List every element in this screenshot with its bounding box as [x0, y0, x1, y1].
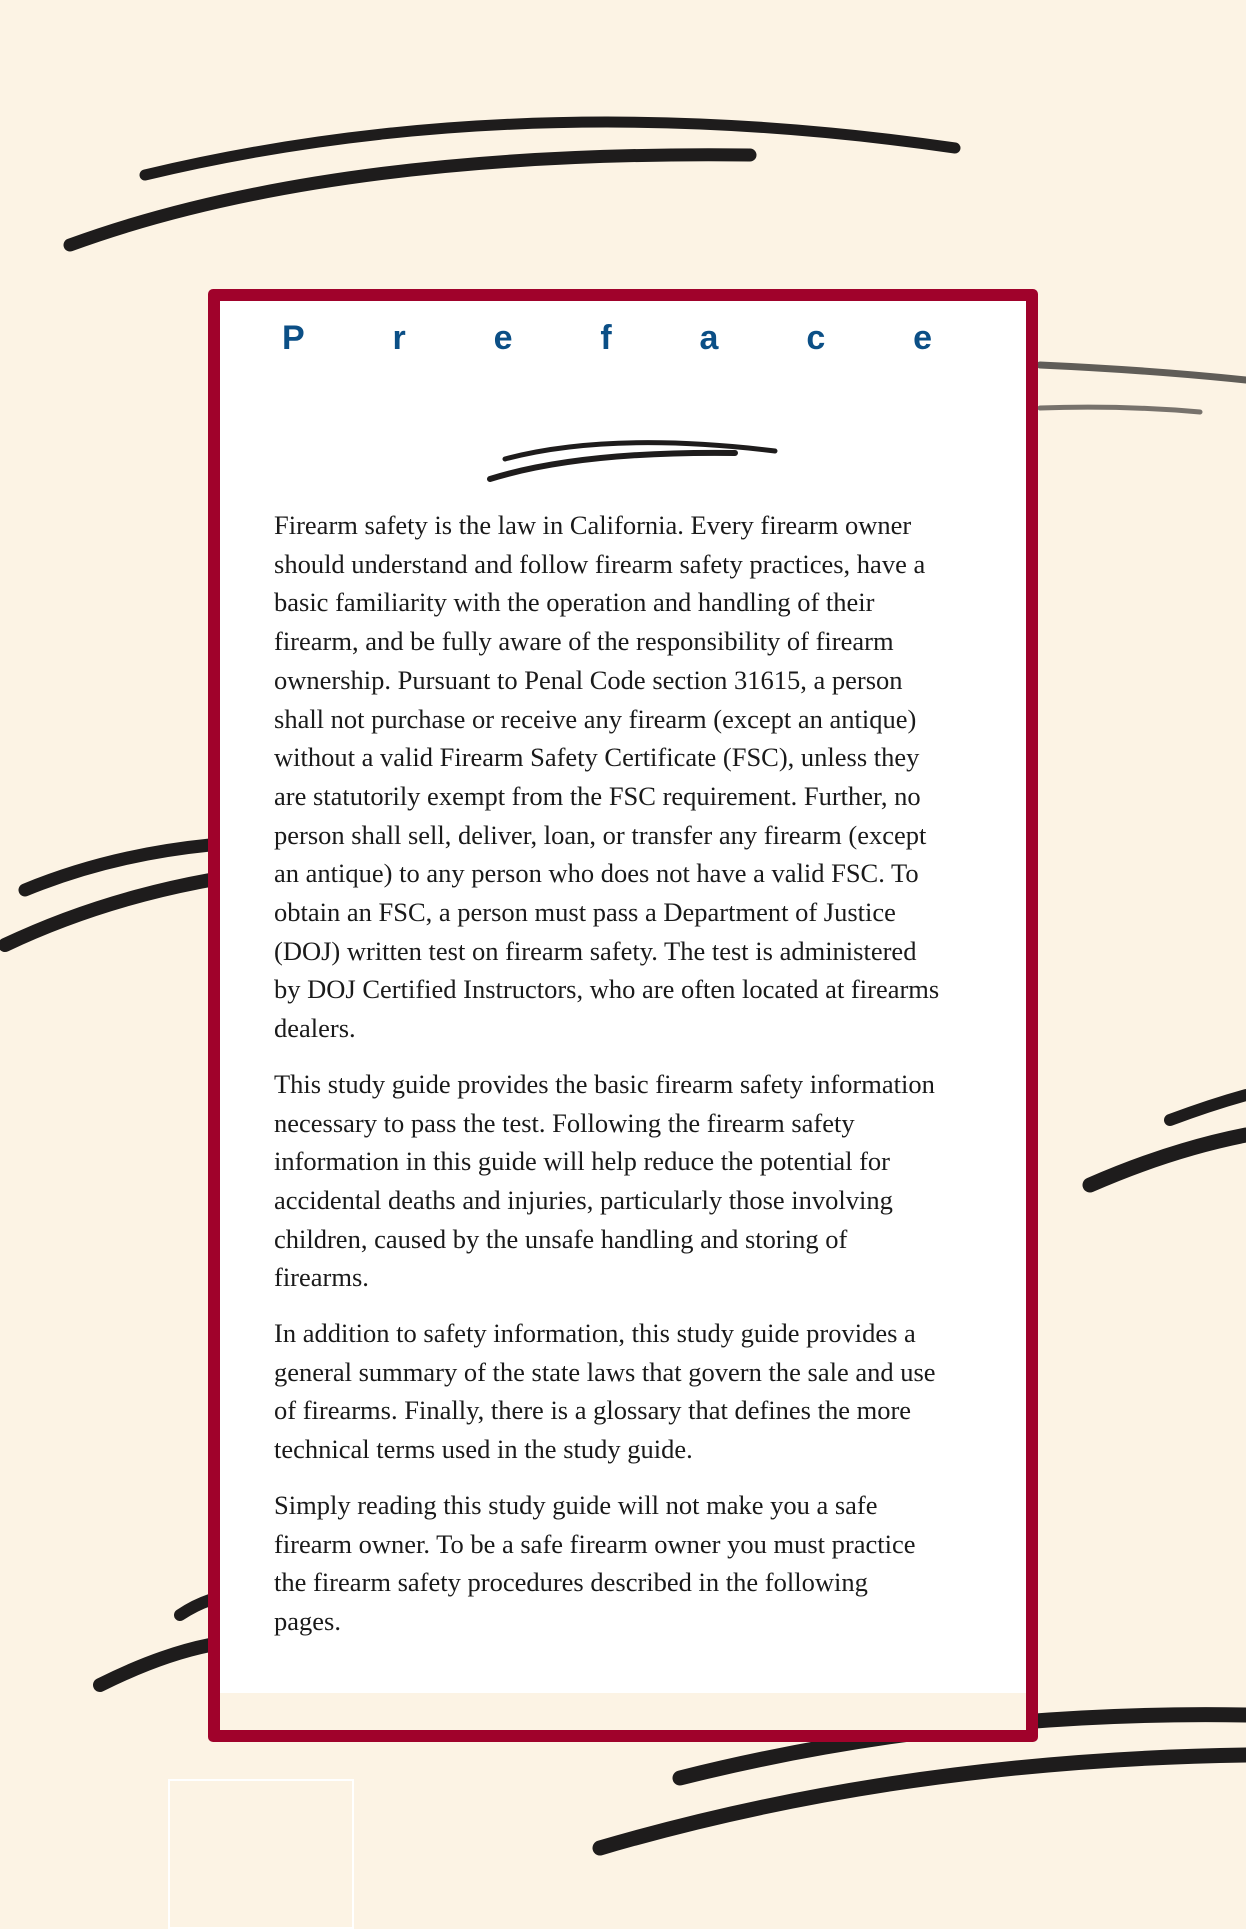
paragraph-line: are statutorily exempt from the FSC requirement. Further, no: [274, 780, 921, 811]
paragraph-line: Firearm safety is the law in California. Every firearm owner: [274, 510, 912, 540]
paragraph-line: obtain an FSC, a person must pass a Department of Justice: [274, 897, 896, 928]
paragraph: [274, 1065, 1014, 1297]
title-letter: r: [392, 319, 406, 357]
paragraph-line: shall not purchase or receive any firearm (except an antique): [274, 703, 917, 734]
brush-stroke-right-1: [1040, 365, 1246, 380]
title-brush-stroke: [470, 431, 810, 511]
brush-stroke-right-mid-1: [1170, 1095, 1246, 1120]
paragraph-line: dealers.: [274, 1013, 356, 1044]
paragraph-line: firearm owner. To be a safe firearm owner you must practice: [274, 1528, 916, 1559]
brush-stroke-right-2: [1040, 407, 1200, 412]
paragraph-line: necessary to pass the test. Following the firearm safety: [274, 1107, 855, 1138]
paragraph: [274, 1314, 1014, 1469]
paragraph-line: firearms.: [274, 1262, 369, 1293]
paragraph-line: basic familiarity with the operation and handling of their: [274, 587, 875, 618]
title-letter: e: [493, 319, 513, 357]
paragraph-line: accidental deaths and injuries, particularly those involving: [274, 1184, 893, 1215]
paragraph-line: should understand and follow firearm safety practices, have a: [274, 548, 926, 579]
paragraph-line: person shall sell, deliver, loan, or transfer any firearm (except: [274, 819, 927, 850]
brush-stroke-left-low-1: [180, 1600, 210, 1615]
brush-stroke-right-mid-2: [1090, 1135, 1246, 1185]
preface-frame: [208, 289, 1038, 1742]
paragraph-line: general summary of the state laws that govern the sale and use: [274, 1356, 936, 1387]
paragraph-line: ownership. Pursuant to Penal Code section 31615, a person: [274, 664, 903, 695]
paragraph-line: of firearms. Finally, there is a glossary that defines the more: [274, 1395, 912, 1426]
preface-content-panel: [220, 301, 1026, 1693]
paragraph-line: by DOJ Certified Instructors, who are often located at firearms: [274, 974, 940, 1005]
paragraph-line: technical terms used in the study guide.: [274, 1434, 693, 1465]
paragraph-line: the firearm safety procedures described in the following: [274, 1567, 868, 1598]
title-letter: a: [699, 319, 719, 357]
preface-body: [274, 506, 1014, 1658]
brush-stroke-left-low-2: [100, 1645, 210, 1685]
paragraph-line: Simply reading this study guide will not make you a safe: [274, 1489, 878, 1520]
paragraph-line: firearm, and be fully aware of the responsibility of firearm: [274, 626, 894, 657]
paragraph-line: an antique) to any person who does not have a valid FSC. To: [274, 858, 919, 889]
paragraph-line: without a valid Firearm Safety Certificate (FSC), unless they: [274, 742, 920, 773]
paragraph-line: This study guide provides the basic firearm safety information: [274, 1068, 935, 1099]
title-letter: P: [282, 319, 305, 357]
empty-box: [168, 1779, 354, 1929]
paragraph-line: information in this guide will help reduce the potential for: [274, 1146, 890, 1177]
paragraph-line: children, caused by the unsafe handling and storing of: [274, 1223, 848, 1254]
brush-stroke-top-1: [145, 122, 955, 175]
title-letter: f: [600, 319, 612, 357]
title-letter: c: [806, 319, 826, 357]
title-letter: e: [913, 319, 932, 357]
page-title: [282, 319, 932, 358]
paragraph: [274, 1486, 1014, 1641]
paragraph-line: pages.: [274, 1605, 341, 1636]
paragraph-line: (DOJ) written test on firearm safety. The test is administered: [274, 935, 917, 966]
paragraph: [274, 506, 1014, 1048]
paragraph-line: In addition to safety information, this study guide provides a: [274, 1318, 916, 1349]
